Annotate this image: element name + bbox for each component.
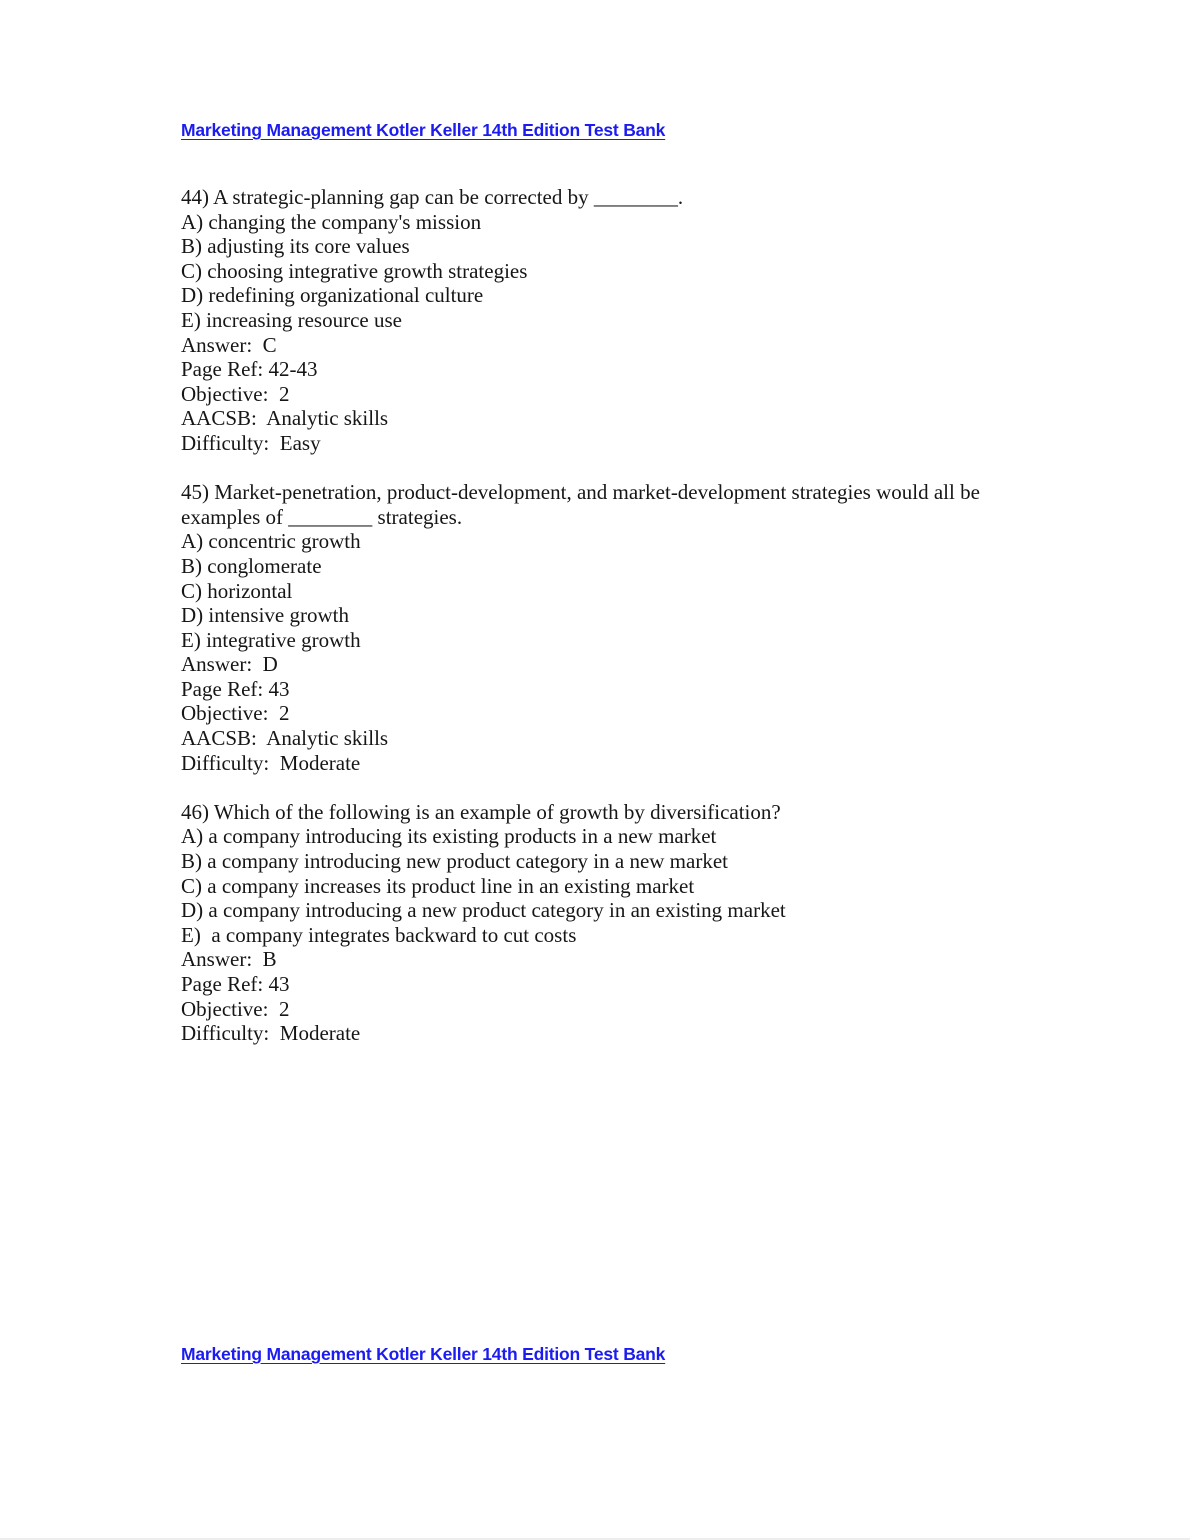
question-45-line: AACSB: Analytic skills <box>181 726 389 751</box>
question-46-line: D) a company introducing a new product category in an existing market <box>181 898 786 923</box>
question-46-line: Difficulty: Moderate <box>181 1021 361 1046</box>
question-44-line: B) adjusting its core values <box>181 234 410 259</box>
question-46-line: Answer: B <box>181 947 277 972</box>
question-45-line: C) horizontal <box>181 578 293 603</box>
question-45-line: examples of ________ strategies. <box>181 504 463 529</box>
question-45-line: Objective: 2 <box>181 701 290 726</box>
question-block-46 <box>181 800 1021 1046</box>
question-44-line: Objective: 2 <box>181 381 290 406</box>
question-44-line: Answer: C <box>181 332 277 357</box>
question-46-line: 46) Which of the following is an example of growth by diversification? <box>181 799 781 824</box>
question-45-line: 45) Market-penetration, product-development, and market-development strategies would all be <box>181 480 980 505</box>
question-46-line: B) a company introducing new product category in a new market <box>181 849 728 874</box>
question-44-line: Page Ref: 42-43 <box>181 357 318 382</box>
question-45-line: E) integrative growth <box>181 627 361 652</box>
footer-test-bank-link[interactable]: Marketing Management Kotler Keller 14th Edition Test Bank <box>181 1344 666 1364</box>
question-44-line: D) redefining organizational culture <box>181 283 484 308</box>
questions <box>181 185 1021 1046</box>
question-44-line: 44) A strategic-planning gap can be corrected by ________. <box>181 185 684 209</box>
question-45-line: Difficulty: Moderate <box>181 750 361 775</box>
question-46-line: Objective: 2 <box>181 996 290 1021</box>
question-45-line: A) concentric growth <box>181 529 361 554</box>
question-46-line: A) a company introducing its existing products in a new market <box>181 824 717 849</box>
question-44-line: E) increasing resource use <box>181 307 402 332</box>
question-45-line: Answer: D <box>181 652 278 677</box>
question-46-line: C) a company increases its product line in an existing market <box>181 873 695 898</box>
question-46-line: E) a company integrates backward to cut costs <box>181 922 577 947</box>
question-block-44 <box>181 185 1021 456</box>
question-45-line: Page Ref: 43 <box>181 676 290 701</box>
question-44-line: Difficulty: Easy <box>181 430 321 455</box>
question-46-line: Page Ref: 43 <box>181 972 290 996</box>
question-44-line: C) choosing integrative growth strategies <box>181 258 528 283</box>
question-44-line: A) changing the company's mission <box>181 209 482 234</box>
header-test-bank-link[interactable]: Marketing Management Kotler Keller 14th Edition Test Bank <box>181 120 666 140</box>
question-45-line: D) intensive growth <box>181 603 349 628</box>
question-44-line: AACSB: Analytic skills <box>181 406 389 431</box>
question-block-45 <box>181 480 1021 775</box>
question-45-line: B) conglomerate <box>181 553 322 578</box>
